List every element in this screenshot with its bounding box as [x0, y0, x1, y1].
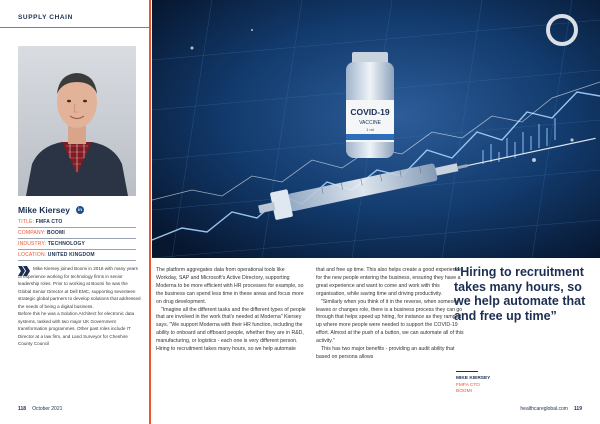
portrait-photo	[18, 46, 136, 196]
bio-paragraph: Before this he was a Solution Architect for electronic data systems, tasked with two major UK Government transformation programmes. Other past roles include IT Director at a law firm, and Land Surveyor for Cheshire County Council	[18, 311, 135, 346]
vial-label: COVID-19	[350, 107, 390, 117]
article-paragraph: that and free up time. This also helps create a good experience for the new people entering the business, ensuring they have a great experience and want to come and work with this organisation, while saving time and driving productivity.	[316, 267, 461, 297]
issue-date: October 2021	[32, 406, 63, 412]
info-value: FMFA CTO	[35, 219, 63, 225]
info-key: INDUSTRY:	[18, 241, 47, 247]
info-value: BOOMI	[47, 230, 65, 236]
site-url[interactable]: healthcareglobal.com	[520, 406, 568, 412]
bio-paragraph: Mike Kiersey joined Boomi in 2018 with many years of experience working for technology firms in senior leadership roles. Prior to working at Boomi he was the Global Senior Director at Dell EMC, supporting seventeen strategic global partners to develop solutions that addressed the needs of being a digital business.	[18, 266, 141, 309]
attribution-company: BOOMI	[456, 389, 472, 394]
folio-left	[18, 406, 62, 412]
section-label: SUPPLY CHAIN	[18, 14, 73, 21]
section-rule	[0, 27, 149, 28]
article-paragraph: The platform aggregates data from operational tools like Workday, SAP and Microsoft's Active Directory, supporting Moderna to be more efficient with HR processes for example, so the business can spend less time in these areas and focus more on drug development.	[156, 267, 304, 305]
info-row-title	[18, 217, 136, 228]
page-number: 119	[573, 406, 582, 412]
info-value: UNITED KINGDOM	[47, 252, 95, 258]
attribution-name: MIKE KIERSEY	[456, 376, 491, 381]
attribution-title: FMFA CTO	[456, 382, 480, 388]
quote-attribution	[456, 376, 490, 396]
ring-ornament	[546, 14, 578, 46]
person-name: Mike Kiersey	[18, 205, 70, 215]
info-row-company	[18, 228, 136, 239]
pull-quote-rule	[456, 371, 478, 372]
pull-quote: “Hiring to recruitment takes many hours, so we help automate that and free up time”	[454, 265, 586, 323]
info-row-location	[18, 250, 136, 261]
hero-image	[152, 0, 600, 258]
folio-right	[520, 406, 582, 412]
page-number: 118	[18, 406, 27, 412]
linkedin-icon[interactable]: in	[78, 207, 82, 212]
info-key: COMPANY:	[18, 230, 46, 236]
info-value: TECHNOLOGY	[47, 241, 86, 247]
vial-volume: 1 ml	[366, 127, 374, 132]
article-column-1	[156, 267, 306, 354]
info-key: LOCATION:	[18, 252, 47, 258]
info-key: TITLE:	[18, 219, 35, 225]
gutter-line	[149, 0, 151, 424]
info-row-industry	[18, 239, 136, 250]
left-page	[0, 0, 150, 424]
article-paragraph: "Similarly when you think of it in the reverse, when someone leaves or changes role, there is a business process they can go through that helps speed up hiring, for instance as they ramped up where more people were needed to support the COVID-19 effort. Almost at the push of a button, we can automate all of this activity."	[316, 298, 464, 345]
article-paragraph: "Imagine all the different tasks and the different types of people that are involved in the work that's needed at Moderna" Kiersey says. "We support Moderna with their HR function, including the ability to onboard and offboard people, whether they are in R&D, manufacturing, or logistics - each one is very different person. Hiring to recruitment takes many hours, so we help automate	[156, 306, 306, 353]
article-column-2	[316, 267, 466, 362]
article-paragraph: This has two major benefits - providing an audit ability that based on persona allows	[316, 346, 455, 360]
bio-text	[18, 265, 142, 348]
vial-sub-label: VACCINE	[359, 120, 381, 126]
